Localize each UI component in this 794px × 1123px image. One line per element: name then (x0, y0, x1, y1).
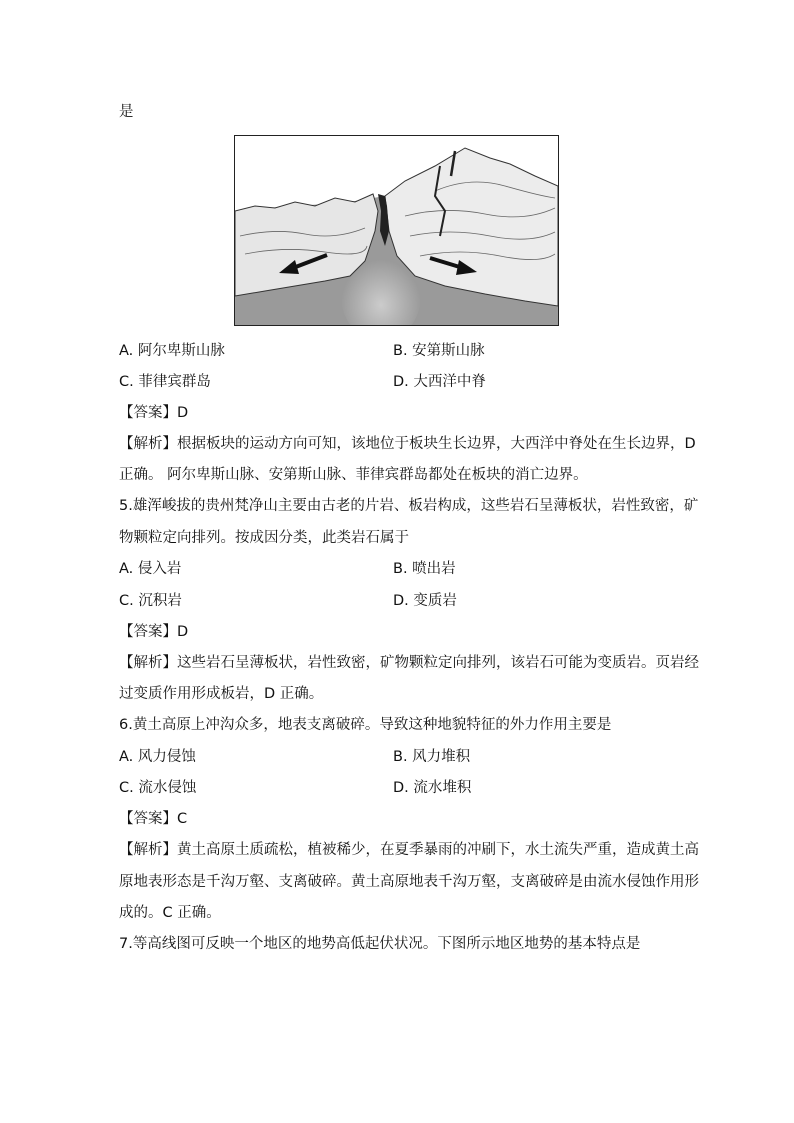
q6-analysis-line-1: 【解析】黄土高原土质疏松，植被稀少，在夏季暴雨的冲刷下，水土流失严重，造成黄土高 (119, 842, 699, 858)
q6-stem: 6.黄土高原上冲沟众多，地表支离破碎。导致这种地貌特征的外力作用主要是 (119, 717, 612, 733)
rift-diagram (234, 135, 559, 326)
q4-analysis-line-1: 【解析】根据板块的运动方向可知，该地位于板块生长边界，大西洋中脊处在生长边界，D (119, 436, 696, 452)
q5-stem-line-2: 物颗粒定向排列。按成因分类，此类岩石属于 (119, 530, 409, 546)
q6-option-d: D. 流水堆积 (393, 780, 472, 796)
q4-analysis-line-2: 正确。 阿尔卑斯山脉、安第斯山脉、菲律宾群岛都处在板块的消亡边界。 (119, 467, 588, 483)
q4-answer: 【答案】D (119, 405, 189, 421)
q6-option-a: A. 风力侵蚀 (119, 749, 196, 765)
q4-option-b: B. 安第斯山脉 (393, 343, 485, 359)
q4-option-a: A. 阿尔卑斯山脉 (119, 343, 225, 359)
q5-answer: 【答案】D (119, 624, 189, 640)
q5-stem-line-1: 5.雄浑峻拔的贵州梵净山主要由古老的片岩、板岩构成，这些岩石呈薄板状，岩性致密，矿 (119, 498, 699, 514)
q4-option-c: C. 菲律宾群岛 (119, 374, 211, 390)
q5-option-d: D. 变质岩 (393, 593, 457, 609)
rift-diagram-svg (235, 136, 558, 325)
q6-option-b: B. 风力堆积 (393, 749, 471, 765)
q6-answer: 【答案】C (119, 811, 188, 827)
q6-analysis-line-2: 原地表形态是千沟万壑、支离破碎。黄土高原地表千沟万壑，支离破碎是由流水侵蚀作用形 (119, 874, 699, 890)
q5-option-c: C. 沉积岩 (119, 593, 182, 609)
q5-analysis-line-2: 过变质作用形成板岩，D 正确。 (119, 686, 324, 702)
q5-analysis-line-1: 【解析】这些岩石呈薄板状，岩性致密，矿物颗粒定向排列，该岩石可能为变质岩。页岩经 (119, 655, 699, 671)
q4-option-d: D. 大西洋中脊 (393, 374, 486, 390)
q7-stem: 7.等高线图可反映一个地区的地势高低起伏状况。下图所示地区地势的基本特点是 (119, 936, 641, 952)
q4-stem-tail: 是 (119, 104, 134, 120)
q6-analysis-line-3: 成的。C 正确。 (119, 905, 221, 921)
q6-option-c: C. 流水侵蚀 (119, 780, 197, 796)
q5-option-a: A. 侵入岩 (119, 561, 182, 577)
q5-option-b: B. 喷出岩 (393, 561, 456, 577)
